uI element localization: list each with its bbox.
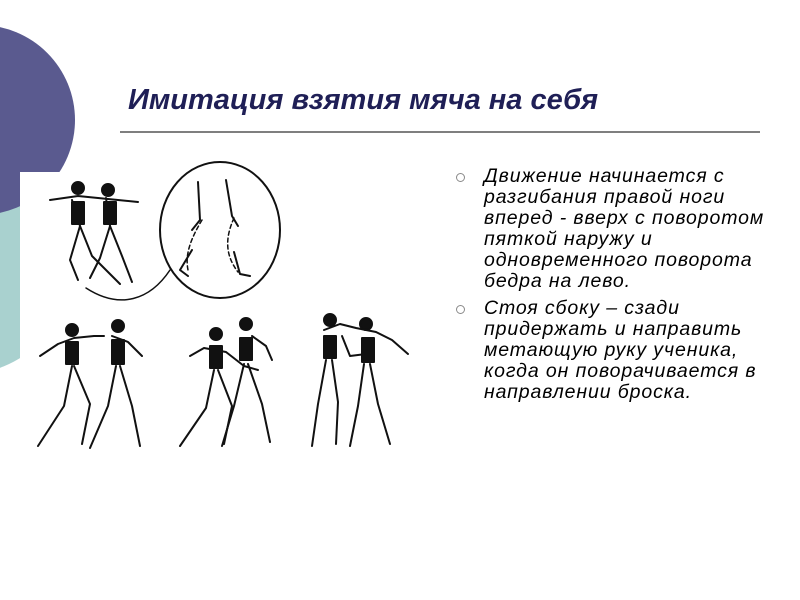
title-underline bbox=[120, 131, 760, 133]
athlete-pair-bottom-left bbox=[38, 320, 142, 448]
bullet-item bbox=[456, 166, 766, 292]
bullet-text: Движение начинается с разгибания правой ноги вперед - вверх с поворотом пяткой наружу и одновременного поворота бедра на лево. bbox=[484, 165, 765, 292]
circle-bullet-icon bbox=[456, 305, 465, 314]
circle-bullet-icon bbox=[456, 173, 465, 182]
athlete-pair-top-left bbox=[50, 182, 170, 300]
slide-title: Имитация взятия мяча на себя bbox=[128, 84, 599, 116]
athlete-pair-bottom-middle bbox=[180, 318, 272, 446]
bullet-item bbox=[456, 298, 766, 403]
feet-detail-circle bbox=[160, 162, 280, 298]
athletes-throwing-exercise-illustration bbox=[20, 160, 440, 460]
athlete-pair-bottom-right bbox=[312, 314, 408, 446]
bullet-list bbox=[456, 166, 766, 409]
bullet-text: Стоя сбоку – сзади придержать и направить метающую руку ученика, когда он поворачивается в направлении броска. bbox=[484, 297, 757, 403]
